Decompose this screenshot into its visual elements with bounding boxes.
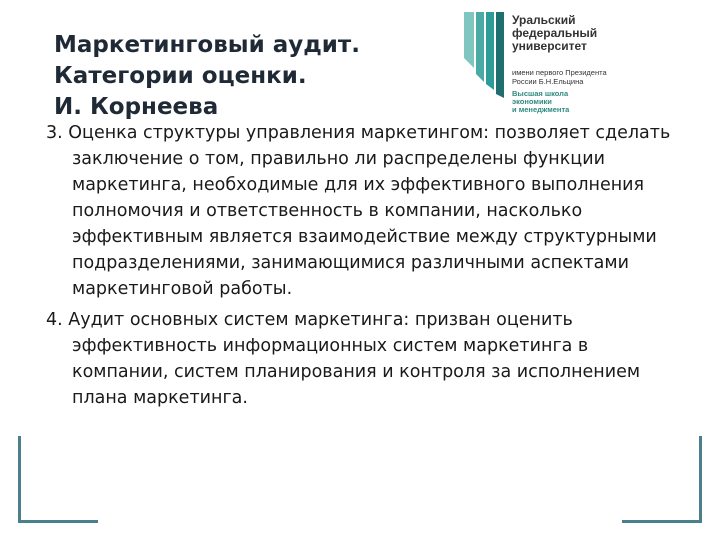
logo-school-line-1: Высшая школа: [512, 89, 569, 98]
logo-name-line-2: федеральный: [512, 26, 598, 40]
title-line-2: Категории оценки.: [54, 63, 307, 89]
list-item: 3. Оценка структуры управления маркетингом: позволяет сделать заключение о том, правильно ли распределены функции маркетинга, необходимые для их эффективного выполнения полномочия и ответственность в компании, насколько эффективным является взаимодействие между структурными подразделениями, занимающимися различными аспектами маркетинговой работы.: [46, 123, 671, 299]
logo-name-line-1: Уральский: [512, 13, 576, 27]
list-item: 4. Аудит основных систем маркетинга: призван оценить эффективность информационных систем маркетинга в компании, систем планирования и контроля за исполнением плана маркетинга.: [46, 310, 641, 408]
logo-school-line-2: экономики: [512, 97, 552, 106]
corner-bracket-right-vertical: [699, 436, 702, 523]
logo-school-name: [512, 90, 569, 114]
logo-school-line-3: и менеджмента: [512, 105, 570, 114]
corner-bracket-left-horizontal: [18, 520, 98, 523]
title-line-1: Маркетинговый аудит.: [54, 32, 360, 58]
urfu-emblem-icon: [464, 12, 506, 100]
logo-subtitle-line-2: России Б.Н.Ельцина: [512, 77, 584, 86]
logo-university-name: [512, 14, 597, 53]
slide-body: [46, 120, 686, 416]
logo-subtitle-line-1: имени первого Президента: [512, 68, 607, 77]
logo-name-line-3: университет: [512, 39, 587, 53]
corner-bracket-left-vertical: [18, 436, 21, 523]
slide-title: [54, 30, 360, 123]
university-logo: [464, 12, 624, 114]
title-line-3: И. Корнеева: [54, 94, 219, 120]
logo-subtitle: [512, 68, 607, 86]
corner-bracket-right-horizontal: [622, 520, 702, 523]
